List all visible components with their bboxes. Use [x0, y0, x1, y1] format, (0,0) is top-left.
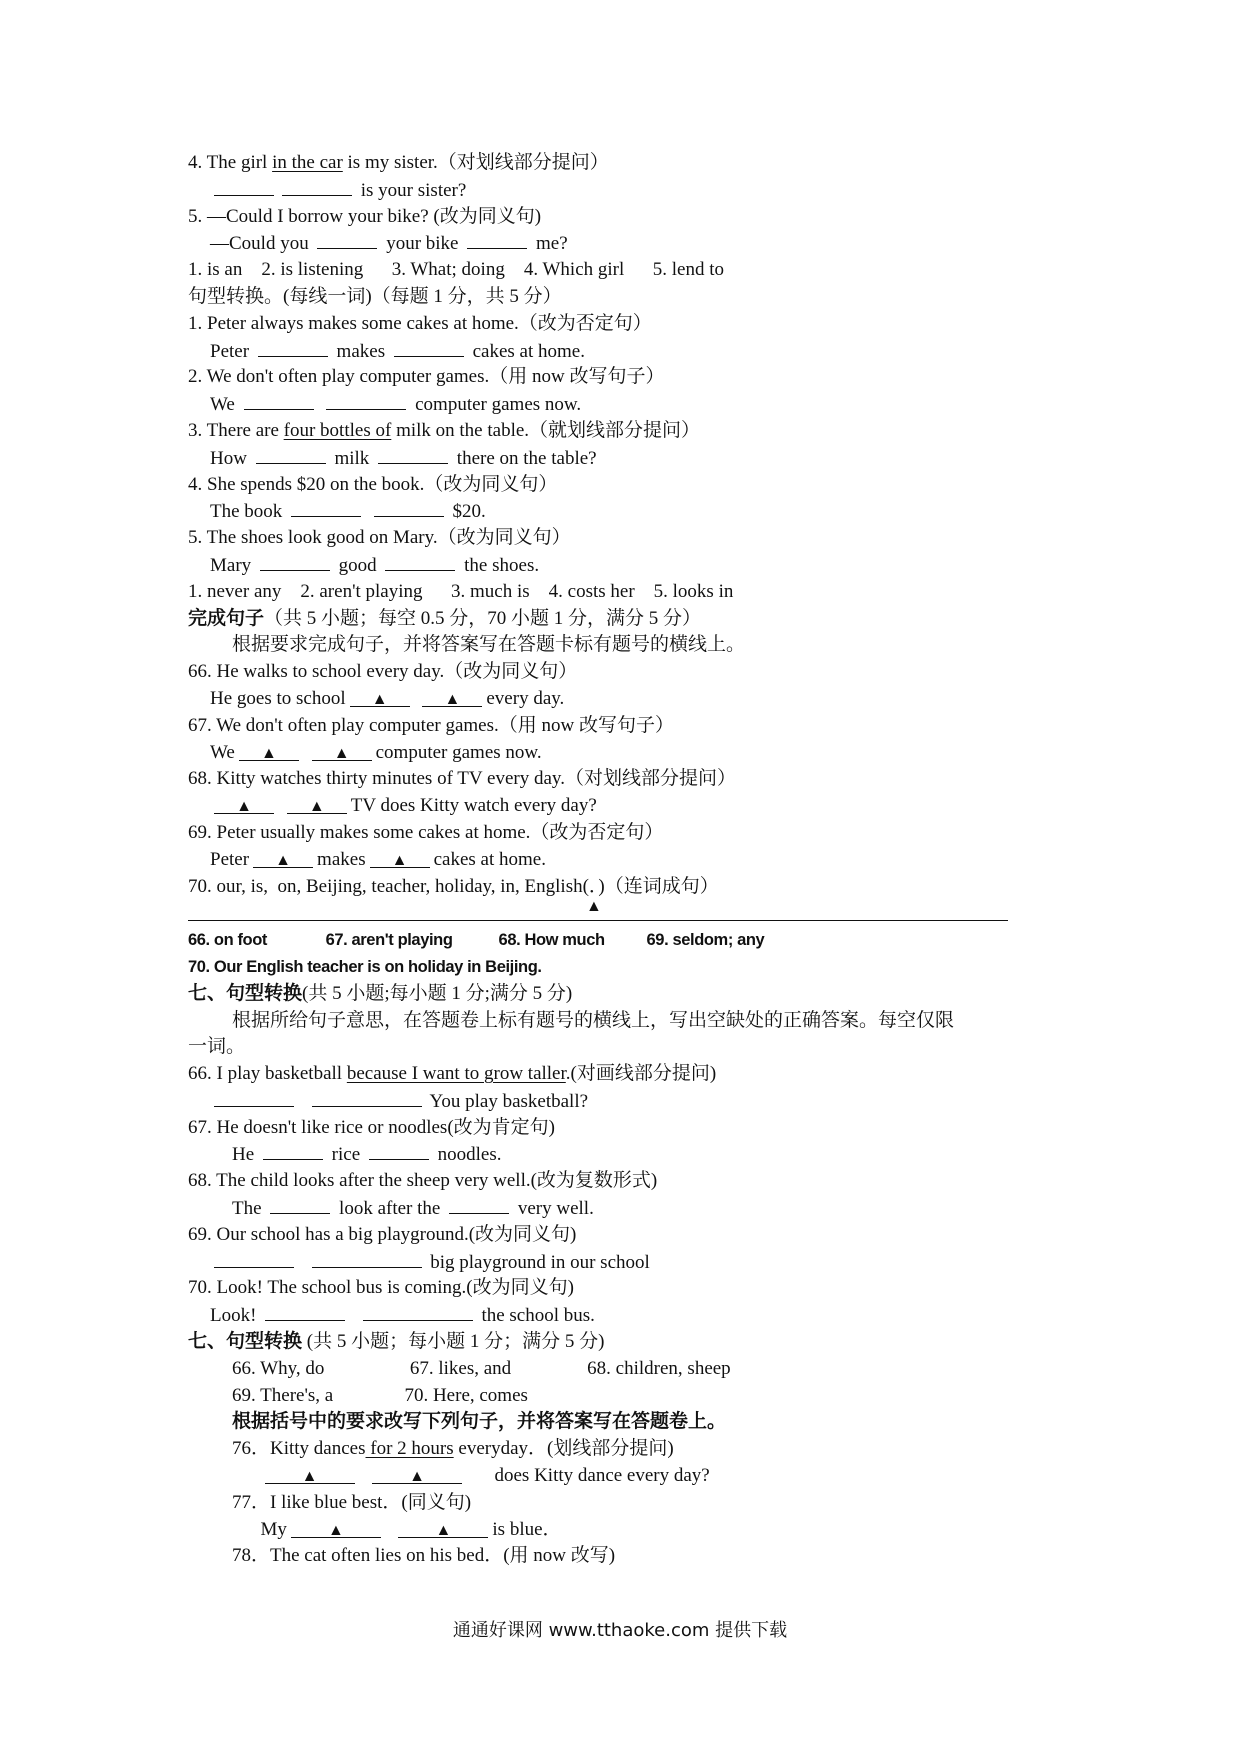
- worksheet-line: [188, 552, 1068, 579]
- answer-blank-marked[interactable]: [265, 1465, 355, 1484]
- worksheet-line: [188, 284, 1068, 311]
- answer-key-line: [188, 927, 1068, 954]
- triangle-marker-icon: ▲: [236, 798, 252, 816]
- answer-blank[interactable]: [312, 1088, 422, 1107]
- line-text: [359, 1465, 369, 1486]
- answer-blank[interactable]: [270, 1195, 330, 1214]
- section-heading: 七、句型转换: [188, 1331, 303, 1353]
- answer-blank-marked[interactable]: [287, 795, 347, 814]
- worksheet-line: [188, 364, 1068, 391]
- line-text: [414, 688, 419, 709]
- line-text: milk on the table.（就划线部分提问）: [391, 419, 701, 441]
- line-text: milk: [329, 447, 375, 469]
- triangle-marker-icon: ▲: [435, 1521, 452, 1539]
- answer-blank[interactable]: [244, 391, 314, 410]
- line-text: [318, 394, 323, 415]
- section-heading: 完成句子: [188, 607, 265, 629]
- line-text: .(对画线部分提问): [565, 1063, 717, 1085]
- answer-blank-marked[interactable]: [370, 849, 430, 868]
- line-text: $20.: [447, 501, 486, 523]
- underlined-text: in the car: [272, 152, 343, 173]
- line-text: computer games now.: [410, 394, 582, 416]
- triangle-marker-icon: ▲: [391, 851, 408, 869]
- worksheet-line: [188, 1034, 1068, 1061]
- line-text: is blue．: [492, 1518, 562, 1540]
- line-text: —Could you: [210, 233, 314, 255]
- line-text: me?: [531, 233, 568, 255]
- worksheet-line: [188, 847, 1068, 874]
- answer-blank-marked[interactable]: [398, 1519, 488, 1538]
- line-text: 根据要求完成句子，并将答案写在答题卡标有题号的横线上。: [232, 634, 746, 656]
- answer-blank[interactable]: [374, 498, 444, 517]
- worksheet-line: [188, 1141, 1068, 1168]
- line-text: 66. on foot 67. aren't playing 68. How much 69. seldom; any: [188, 931, 765, 950]
- line-text: 2. We don't often play computer games.（用 now 改写句子）: [188, 366, 665, 388]
- line-text: 5. —Could I borrow your bike? (改为同义句): [188, 205, 542, 227]
- line-text: Peter: [210, 340, 254, 362]
- section-heading: 七、句型转换: [188, 982, 303, 1004]
- answer-blank[interactable]: [326, 391, 406, 410]
- line-text: there on the table?: [452, 447, 597, 469]
- worksheet-line: [188, 686, 1068, 713]
- line-text: 4. The girl: [188, 152, 273, 173]
- answer-blank[interactable]: [260, 552, 330, 571]
- worksheet-line: [188, 1302, 1068, 1329]
- worksheet-line: [188, 1329, 1068, 1356]
- line-text: 1. is an 2. is listening 3. What; doing 4. Which girl 5. lend to: [188, 259, 725, 281]
- line-text: 70. Look! The school bus is coming.(改为同义句): [188, 1277, 574, 1299]
- triangle-marker-icon: ▲: [308, 798, 325, 816]
- line-text: noodles.: [432, 1144, 502, 1166]
- line-text: [232, 1465, 261, 1486]
- triangle-marker-icon: ▲: [371, 690, 388, 708]
- answer-blank-marked[interactable]: [214, 795, 274, 814]
- answer-blank[interactable]: [256, 445, 326, 464]
- line-text: 77．I like blue best．(同义句): [232, 1491, 472, 1513]
- worksheet-line: [188, 1517, 1068, 1544]
- worksheet-line: [188, 445, 1068, 472]
- worksheet-line: [188, 472, 1068, 499]
- answer-blank[interactable]: [312, 1249, 422, 1268]
- worksheet-line: [188, 900, 1068, 927]
- line-text: 67. He doesn't like rice or noodles(改为肯定句): [188, 1116, 555, 1138]
- triangle-marker-icon: ▲: [327, 1521, 344, 1539]
- worksheet-line: [188, 793, 1068, 820]
- answer-blank-marked[interactable]: [239, 742, 299, 761]
- answer-blank[interactable]: [291, 498, 361, 517]
- underlined-text: four bottles of: [283, 419, 392, 441]
- worksheet-line: [188, 391, 1068, 418]
- line-text: 句型转换。(每线一词)（每题 1 分，共 5 分）: [188, 285, 562, 307]
- line-text: 66. Why, do 67. likes, and 68. children, sheep: [232, 1357, 731, 1379]
- line-text: 68. Kitty watches thirty minutes of TV every day.（对划线部分提问）: [188, 768, 736, 790]
- worksheet-line: [188, 1490, 1068, 1517]
- triangle-marker-icon: ▲: [275, 851, 291, 869]
- worksheet-line: [188, 606, 1068, 633]
- line-text: [349, 1305, 359, 1326]
- answer-blank-marked[interactable]: [291, 1519, 381, 1538]
- worksheet-line: [188, 874, 1068, 901]
- line-text: He: [232, 1144, 259, 1166]
- triangle-marker: ▲: [586, 898, 602, 916]
- worksheet-line: [188, 1115, 1068, 1142]
- line-text: 4. She spends $20 on the book.（改为同义句）: [188, 473, 558, 495]
- line-text: your bike: [381, 233, 464, 255]
- worksheet-line: [188, 230, 1068, 257]
- line-text: （共 5 小题；每空 0.5 分，70 小题 1 分，满分 5 分）: [264, 607, 702, 629]
- worksheet-line: [188, 579, 1068, 606]
- line-text: 70. our, is, on, Beijing, teacher, holiday, in, English(．)（连词成句）: [188, 875, 719, 897]
- worksheet-line: [188, 1275, 1068, 1302]
- triangle-marker-icon: ▲: [260, 744, 277, 762]
- line-text: 76．Kitty dances: [232, 1438, 366, 1460]
- line-text: 1. never any 2. aren't playing 3. much is 4. costs her 5. looks in: [188, 580, 734, 602]
- answer-blank[interactable]: [214, 1088, 294, 1107]
- line-text: 70. Our English teacher is on holiday in Beijing.: [188, 957, 542, 976]
- worksheet-line: [188, 1543, 1068, 1570]
- worksheet-line: [188, 713, 1068, 740]
- worksheet-line: [188, 1436, 1068, 1463]
- line-text: (共 5 小题;每小题 1 分;满分 5 分): [302, 982, 573, 1004]
- worksheet-line: [188, 1383, 1068, 1410]
- answer-blank-marked[interactable]: [253, 849, 313, 868]
- answer-blank[interactable]: [394, 338, 464, 357]
- line-text: rice: [326, 1144, 365, 1166]
- worksheet-line: [188, 659, 1068, 686]
- line-text: (共 5 小题；每小题 1 分；满分 5 分): [302, 1331, 605, 1353]
- line-text: My: [232, 1518, 287, 1540]
- line-text: is your sister?: [356, 179, 467, 201]
- worksheet-line: [188, 1409, 1068, 1436]
- worksheet-line: [188, 1195, 1068, 1222]
- line-text: look after the: [334, 1198, 446, 1220]
- worksheet-line: [188, 1088, 1068, 1115]
- worksheet-line: [188, 150, 1068, 177]
- line-text: does Kitty dance every day?: [466, 1465, 710, 1487]
- worksheet-line: [188, 498, 1068, 525]
- answer-blank[interactable]: [214, 177, 274, 196]
- worksheet-line: [188, 1061, 1068, 1088]
- answer-blank[interactable]: [265, 1302, 345, 1321]
- line-text: 69. Our school has a big playground.(改为同义句): [188, 1223, 577, 1245]
- line-text: How: [210, 447, 252, 469]
- line-text: 根据所给句子意思，在答题卷上标有题号的横线上，写出空缺处的正确答案。每空仅限: [232, 1009, 955, 1031]
- line-text: Peter: [210, 848, 250, 870]
- line-text: [385, 1519, 395, 1540]
- line-text: [298, 1091, 308, 1112]
- line-text: 68. The child looks after the sheep very well.(改为复数形式): [188, 1170, 658, 1192]
- worksheet-line: [188, 418, 1068, 445]
- line-text: 69. There's, a 70. Here, comes: [232, 1384, 528, 1406]
- line-text: TV does Kitty watch every day?: [350, 795, 597, 817]
- line-text: 78．The cat often lies on his bed．(用 now 改写): [232, 1545, 616, 1567]
- line-text: good: [333, 554, 382, 576]
- line-text: We: [210, 394, 240, 416]
- line-text: cakes at home.: [467, 340, 585, 362]
- answer-blank[interactable]: [214, 1249, 294, 1268]
- line-text: [365, 501, 370, 522]
- worksheet-line: [188, 1356, 1068, 1383]
- underlined-text: for 2 hours: [365, 1438, 454, 1460]
- worksheet-line: [188, 820, 1068, 847]
- answer-blank[interactable]: [282, 177, 352, 196]
- answer-blank[interactable]: [363, 1302, 473, 1321]
- line-text: everyday．(划线部分提问): [453, 1438, 674, 1460]
- answer-blank[interactable]: [385, 552, 455, 571]
- answer-key-line: [188, 954, 1068, 981]
- line-text: makes: [331, 340, 390, 362]
- worksheet-line: [188, 1222, 1068, 1249]
- worksheet-line: [188, 177, 1068, 204]
- answer-blank-marked[interactable]: [312, 742, 372, 761]
- line-text: cakes at home.: [433, 848, 546, 870]
- worksheet-line: [188, 632, 1068, 659]
- line-text: 5. The shoes look good on Mary.（改为同义句）: [188, 527, 571, 549]
- line-text: You play basketball?: [425, 1090, 589, 1112]
- line-text: [278, 795, 283, 816]
- worksheet-line: [188, 1008, 1068, 1035]
- answer-blank-marked[interactable]: [372, 1465, 462, 1484]
- line-text: 69. Peter usually makes some cakes at home.（改为否定句）: [188, 821, 664, 843]
- line-text: makes: [317, 848, 366, 870]
- worksheet-line: [188, 1168, 1068, 1195]
- triangle-marker-icon: ▲: [409, 1468, 425, 1486]
- triangle-marker-icon: ▲: [444, 690, 461, 708]
- answer-blank[interactable]: [317, 230, 377, 249]
- line-text: 66. He walks to school every day.（改为同义句）: [188, 661, 578, 683]
- worksheet-line: [188, 740, 1068, 767]
- line-text: 1. Peter always makes some cakes at home.（改为否定句）: [188, 312, 652, 334]
- line-text: He goes to school: [210, 687, 346, 709]
- line-text: computer games now.: [375, 741, 542, 763]
- worksheet-line: [188, 311, 1068, 338]
- line-text: 一词。: [188, 1036, 246, 1058]
- worksheet-line: [188, 1463, 1068, 1490]
- worksheet-line: [188, 204, 1068, 231]
- answer-blank-marked[interactable]: [350, 688, 410, 707]
- worksheet-content: [188, 150, 1068, 1570]
- line-text: very well.: [513, 1198, 594, 1220]
- worksheet-line: [188, 766, 1068, 793]
- line-text: big playground in our school: [425, 1251, 650, 1273]
- line-text: 根据括号中的要求改写下列句子，并将答案写在答题卷上。: [232, 1411, 727, 1433]
- line-text: [298, 1252, 308, 1273]
- worksheet-line: [188, 1249, 1068, 1276]
- line-text: the shoes.: [459, 554, 540, 576]
- line-text: We: [210, 741, 235, 763]
- line-text: The book: [210, 501, 288, 523]
- answer-blank[interactable]: [263, 1141, 323, 1160]
- line-text: Mary: [210, 554, 256, 576]
- worksheet-line: [188, 338, 1068, 365]
- answer-blank-marked[interactable]: [422, 688, 482, 707]
- line-text: is my sister.（对划线部分提问）: [342, 152, 609, 173]
- line-text: 66. I play basketball: [188, 1063, 347, 1085]
- worksheet-line: [188, 525, 1068, 552]
- answer-blank[interactable]: [378, 445, 448, 464]
- triangle-marker-icon: ▲: [333, 744, 350, 762]
- line-text: 67. We don't often play computer games.（用 now 改写句子）: [188, 714, 674, 736]
- answer-blank[interactable]: [467, 230, 527, 249]
- worksheet-line: [188, 257, 1068, 284]
- underlined-text: because I want to grow taller: [346, 1063, 566, 1085]
- line-text: 3. There are: [188, 419, 284, 441]
- line-text: The: [232, 1198, 267, 1220]
- line-text: [303, 742, 308, 763]
- line-text: every day.: [486, 687, 565, 709]
- worksheet-line: [188, 981, 1068, 1008]
- page-footer: 通通好课网 www.tthaoke.com 提供下载: [452, 1620, 788, 1641]
- line-text: Look!: [210, 1305, 262, 1327]
- line-text: the school bus.: [476, 1305, 595, 1327]
- answer-blank[interactable]: [369, 1141, 429, 1160]
- answer-blank[interactable]: [258, 338, 328, 357]
- answer-blank[interactable]: [449, 1195, 509, 1214]
- triangle-marker-icon: ▲: [301, 1468, 318, 1486]
